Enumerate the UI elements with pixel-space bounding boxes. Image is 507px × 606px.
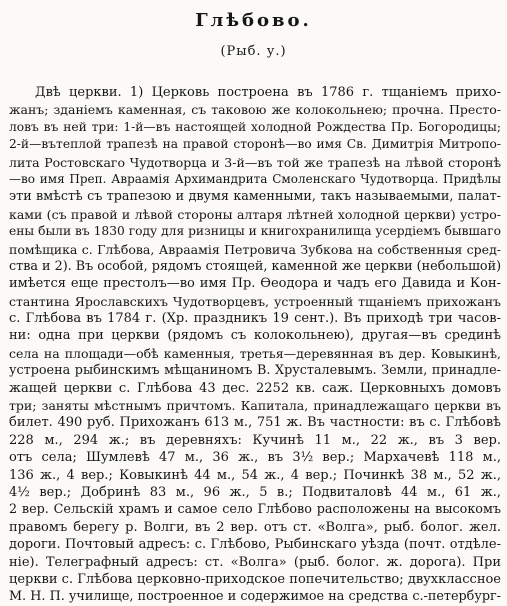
text-line: села на площади—обѣ каменныя, третья—деревянная въ дер. Ковыкинѣ,	[9, 345, 501, 361]
text-line: лита Ростовскаго Чудотворца и 3-й—въ той же трапезѣ на лѣвой сторонѣ	[9, 154, 501, 170]
article-body	[9, 84, 501, 606]
text-line: жанъ; зданіемъ каменная, съ таковою же колокольнею; прочна. Престо-	[9, 102, 501, 118]
text-line: ни: одна при церкви (рядомъ съ колокольнею), другая—въ срединѣ	[9, 328, 501, 344]
text-line: устроена рыбинскимъ мѣщаниномъ В. Хрусталевымъ. Земли, принадле-	[9, 363, 501, 379]
text-line: помѣщика с. Глѣбова, Авраамія Петровича Зубкова на собственныя сред-	[9, 241, 501, 257]
text-line: ства и 2). Въ особой, рядомъ стоящей, каменной же церкви (небольшой)	[9, 258, 501, 274]
text-line: —во имя Преп. Авраамія Архимандрита Смоленскаго Чудотворца. Придѣлы	[9, 171, 501, 186]
text-line: 4½ вер.; Добринѣ 83 м., 96 ж., 5 в.; Подвиталовѣ 44 м., 61 ж.,	[9, 484, 501, 500]
text-line: стантина Ярославскихъ Чудотворцевъ, устроенный тщаніемъ прихожанъ	[9, 293, 501, 309]
text-line: ками (съ правой и лѣвой стороны алтаря лѣтней холодной церкви) устро-	[9, 206, 501, 222]
text-line: церкви с. Глѣбова церковно-приходское попечительство; двухклассное	[9, 571, 501, 587]
text-line: ніе). Телеграфный адресъ: ст. «Волга» (рыб. болог. ж. дорога). При	[9, 554, 501, 570]
text-line: 228 м., 294 ж.; въ деревняхъ: Кучинѣ 11 м., 22 ж., въ 3 вер.	[9, 432, 501, 448]
text-line: дороги. Почтовый адресъ: с. Глѣбово, Рыбинскаго уѣзда (почт. отдѣле-	[9, 537, 501, 553]
text-line: три; заняты мѣстнымъ причтомъ. Капитала, принадлежащаго церкви въ	[9, 398, 501, 414]
text-line: имѣется еще престолъ—во имя Пр. Ѳеодора и чадъ его Давида и Кон-	[9, 276, 501, 292]
page-subtitle: (Рыб. у.)	[220, 44, 287, 59]
text-line: ловъ въ ней три: 1-й—въ настоящей холодной Рождества Пр. Богородицы;	[9, 119, 501, 134]
text-line: эти вмѣстѣ съ трапезою и двумя каменными, такъ называемыми, палат-	[9, 189, 501, 205]
text-line: Двѣ церкви. 1) Церковь построена въ 1786 г. тщаніемъ прихо-	[35, 85, 501, 100]
page-title: Глѣбово.	[195, 10, 312, 31]
text-line: 136 ж., 4 вер.; Ковыкинѣ 44 м., 54 ж., 4 вер.; Починкѣ 38 м., 52 ж.,	[9, 467, 501, 483]
text-line: М. Н. П. училище, построенное и содержимое на средства с.-петербург-	[9, 589, 501, 605]
text-line: 2-й—вътеплой трапезѣ на правой сторонѣ—во имя Св. Димитрія Митропо-	[9, 137, 501, 152]
text-line: билет. 490 руб. Прихожанъ 613 м., 751 ж. Въ частности: въ с. Глѣбовѣ	[9, 415, 501, 431]
text-line: ены были въ 1830 году для ризницы и книгохранилища усердіемъ бывшаго	[9, 224, 501, 239]
text-line: 2 вер. Сельскій храмъ и самое село Глѣбово расположены на высокомъ	[9, 502, 501, 518]
text-line: жащей церкви с. Глѣбова 43 дес. 2252 кв. саж. Церковныхъ домовъ	[9, 380, 501, 396]
text-line: отъ села; Шумлевѣ 47 м., 36 ж., въ 3½ вер.; Мархачевѣ 118 м.,	[9, 450, 501, 466]
text-line: правомъ берегу р. Волги, въ 2 вер. отъ ст. «Волга», рыб. болог. жел.	[9, 519, 501, 535]
text-line: с. Глѣбова въ 1784 г. (Хр. праздникъ 19 сент.). Въ приходѣ три часов-	[9, 311, 501, 327]
